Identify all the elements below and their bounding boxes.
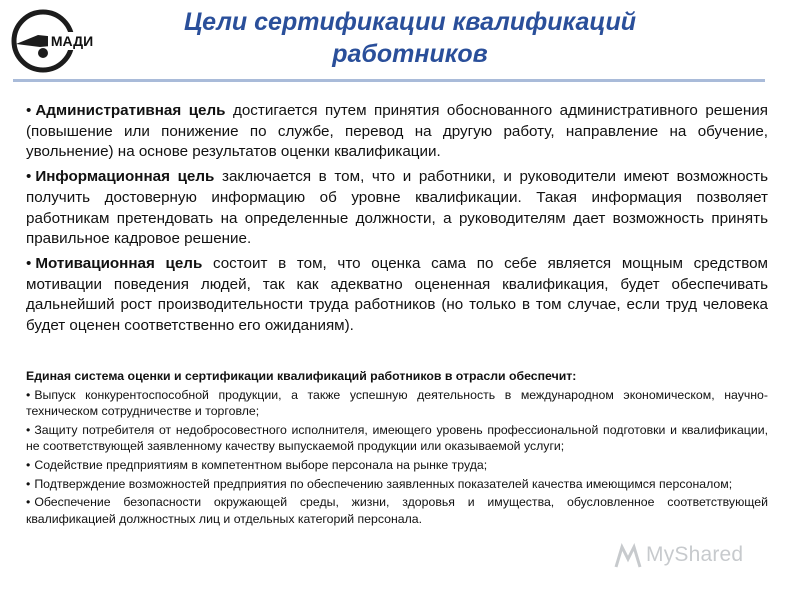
myshared-watermark bbox=[612, 541, 772, 571]
system-item bbox=[26, 457, 768, 474]
bullet: • bbox=[26, 387, 31, 402]
system-item bbox=[26, 476, 768, 493]
system-item-text: Выпуск конкурентоспособной продукции, а также успешную деятельность в международном экономическом, научно-техническом сотрудничестве и торговле; bbox=[26, 387, 768, 419]
goal-keyword: Административная цель bbox=[35, 102, 226, 119]
system-lead: Единая система оценки и сертификации квалификаций работников в отрасли обеспечит: bbox=[26, 369, 577, 383]
goal-informational bbox=[26, 167, 768, 250]
bullet: • bbox=[26, 476, 31, 491]
goal-motivational bbox=[26, 254, 768, 337]
goal-keyword: Информационная цель bbox=[35, 168, 215, 186]
bullet: • bbox=[26, 422, 31, 437]
myshared-logo-icon bbox=[612, 541, 644, 571]
madi-emblem-icon bbox=[10, 8, 100, 74]
system-item bbox=[26, 422, 768, 455]
goals-list bbox=[26, 101, 768, 341]
system-section bbox=[26, 368, 768, 529]
system-item-text: Обеспечение безопасности окружающей среды, жизни, здоровья и имущества, обусловленное соответствующей квалификацией должностных лиц и отдельных категорий персонала. bbox=[26, 495, 768, 526]
title-divider bbox=[13, 79, 765, 82]
madi-logo bbox=[10, 8, 100, 74]
system-item-text: Подтверждение возможностей предприятия по обеспечению заявленных показателей качества имеющимся персоналом; bbox=[34, 476, 733, 491]
goal-text: заключается в том, что и работники, и руководители имеют возможность получить достоверную информацию об уровне квалификации. Такая информация позволяет работникам претендовать на определенные должности, а руководителям дает возможность принять правильное кадровое решение. bbox=[26, 168, 768, 248]
system-item bbox=[26, 387, 768, 420]
bullet: • bbox=[26, 457, 31, 472]
logo-text: МАДИ bbox=[50, 33, 94, 49]
goal-keyword: Мотивационная цель bbox=[35, 254, 203, 272]
bullet: • bbox=[26, 102, 32, 119]
watermark-text: MyShared bbox=[646, 543, 744, 566]
goal-text: достигается путем принятия обоснованного административного решения (повышение или понижение по службе, перевод на другую работу, направление на обучение, увольнение) на основе результатов оценки квалификации. bbox=[26, 102, 768, 161]
goal-text: состоит в том, что оценка сама по себе является мощным средством мотивации поведения людей, так как адекватно оцененная квалификация, будет обеспечивать дальнейший рост производительности труда работников (но только в том случае, если труд человека будет оценен соответственно его ожиданиям). bbox=[26, 254, 768, 335]
title-line-2: работников bbox=[332, 40, 488, 68]
system-item bbox=[26, 494, 768, 527]
page-title bbox=[110, 6, 710, 70]
bullet: • bbox=[26, 254, 32, 272]
title-line-1: Цели сертификации квалификаций bbox=[183, 8, 637, 36]
bullet: • bbox=[26, 168, 32, 186]
system-item-text: Содействие предприятиям в компетентном выборе персонала на рынке труда; bbox=[34, 457, 488, 472]
system-item-text: Защиту потребителя от недобросовестного исполнителя, имеющего уровень профессиональной подготовки и квалификации, не соответствующей заявленному качеству выпускаемой продукции или оказываемой услуги; bbox=[26, 422, 768, 454]
goal-administrative bbox=[26, 101, 768, 163]
bullet: • bbox=[26, 495, 31, 510]
